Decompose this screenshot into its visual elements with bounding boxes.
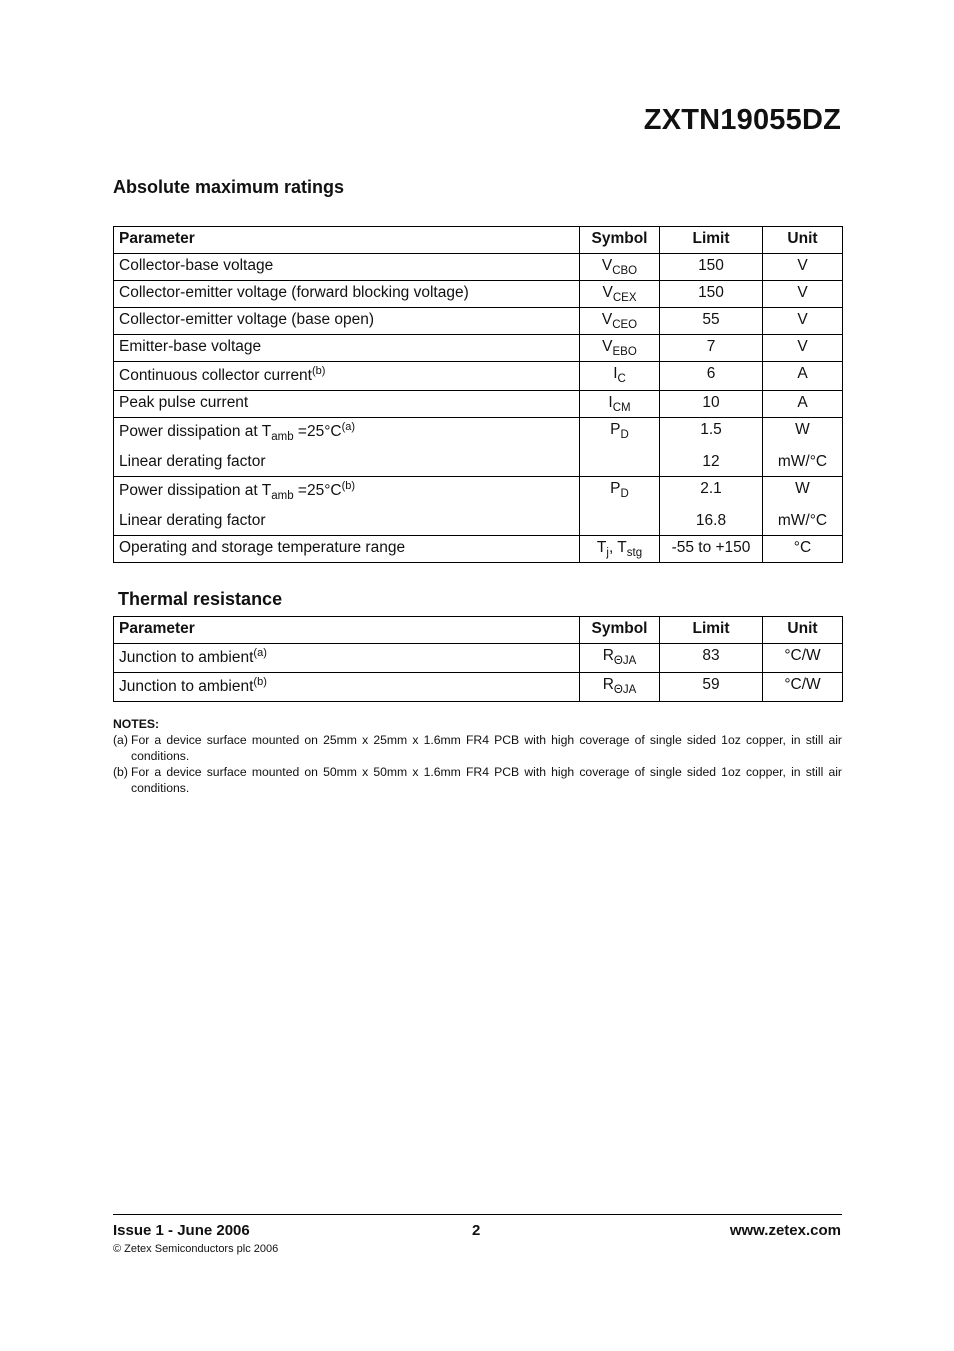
limit-cell: 150 — [660, 254, 763, 281]
col-parameter: Parameter — [114, 617, 580, 644]
limit-cell: 10 — [660, 391, 763, 418]
footer-url-link[interactable]: www.zetex.com — [729, 1222, 841, 1239]
thermal-heading: Thermal resistance — [118, 589, 283, 609]
derating-label: Linear derating factor — [119, 453, 266, 470]
notes-section — [113, 716, 842, 796]
param-cell: Continuous collector current$^{(b)}$ — [114, 362, 580, 391]
param-cell: Power dissipation at $T_{amb} =25^\circ C^{(a)}$ Linear derating factor — [114, 418, 580, 477]
param-cell: Junction to ambient$^{(b)}$ — [114, 673, 580, 702]
col-symbol: Symbol — [580, 617, 660, 644]
unit-cell: W mW/°C — [763, 418, 843, 477]
note-text: For a device surface mounted on 25mm x 25mm x 1.6mm FR4 PCB with high coverage of single sided 1oz copper, in still air conditions. — [131, 733, 842, 763]
footer-issue: Issue 1 - June 2006 — [113, 1222, 250, 1239]
table-row — [114, 281, 843, 308]
unit-cell: V — [763, 254, 843, 281]
param-cell: Collector-emitter voltage (forward blocking voltage) — [114, 281, 580, 308]
col-unit: Unit — [763, 617, 843, 644]
param-cell: Collector-emitter voltage (base open) — [114, 308, 580, 335]
symbol-cell: $T_j$, $T_{stg}$ — [580, 536, 660, 563]
table-row — [114, 391, 843, 418]
col-parameter: Parameter — [114, 227, 580, 254]
table-row — [114, 362, 843, 391]
limit-cell: 2.1 16.8 — [660, 477, 763, 536]
param-cell: Power dissipation at $T_{amb} =25^\circ C^{(b)}$ Linear derating factor — [114, 477, 580, 536]
ratings-table — [113, 226, 843, 563]
table-row — [114, 477, 843, 536]
unit-cell: V — [763, 281, 843, 308]
note-text: For a device surface mounted on 50mm x 50mm x 1.6mm FR4 PCB with high coverage of single sided 1oz copper, in still air conditions. — [131, 765, 842, 795]
limit-cell: 150 — [660, 281, 763, 308]
table-row — [114, 536, 843, 563]
ratings-header-row — [114, 227, 843, 254]
col-symbol: Symbol — [580, 227, 660, 254]
symbol-cell: $R_{\Theta JA}$ — [580, 644, 660, 673]
note-item — [113, 732, 842, 764]
limit-cell: 6 — [660, 362, 763, 391]
unit-cell: A — [763, 362, 843, 391]
document-title: ZXTN19055DZ — [643, 104, 841, 136]
notes-heading: NOTES: — [113, 717, 160, 731]
limit-cell: 1.5 12 — [660, 418, 763, 477]
limit-cell: -55 to +150 — [660, 536, 763, 563]
footer-divider — [113, 1214, 842, 1215]
table-row — [114, 644, 843, 673]
note-label: (b) — [113, 765, 128, 779]
unit-cell: °C/W — [763, 673, 843, 702]
unit-cell: W mW/°C — [763, 477, 843, 536]
table-row — [114, 308, 843, 335]
param-cell: Junction to ambient$^{(a)}$ — [114, 644, 580, 673]
col-unit: Unit — [763, 227, 843, 254]
symbol-cell: $V_{EBO}$ — [580, 335, 660, 362]
thermal-header-row — [114, 617, 843, 644]
unit-cell: °C/W — [763, 644, 843, 673]
derating-label: Linear derating factor — [119, 512, 266, 529]
symbol-cell: $R_{\Theta JA}$ — [580, 673, 660, 702]
symbol-cell: $V_{CEX}$ — [580, 281, 660, 308]
note-label: (a) — [113, 733, 128, 747]
col-limit: Limit — [660, 617, 763, 644]
page-number: 2 — [472, 1222, 481, 1239]
limit-cell: 55 — [660, 308, 763, 335]
col-limit: Limit — [660, 227, 763, 254]
param-cell: Peak pulse current — [114, 391, 580, 418]
unit-cell: A — [763, 391, 843, 418]
param-cell: Emitter-base voltage — [114, 335, 580, 362]
note-item — [113, 764, 842, 796]
table-row — [114, 418, 843, 477]
param-cell: Collector-base voltage — [114, 254, 580, 281]
symbol-cell: $V_{CBO}$ — [580, 254, 660, 281]
limit-cell: 59 — [660, 673, 763, 702]
param-cell: Operating and storage temperature range — [114, 536, 580, 563]
thermal-table — [113, 616, 843, 702]
symbol-cell: $P_D$ — [580, 477, 660, 536]
symbol-cell: $P_D$ — [580, 418, 660, 477]
symbol-cell: $I_{CM}$ — [580, 391, 660, 418]
unit-cell: V — [763, 335, 843, 362]
footer-copyright: © Zetex Semiconductors plc 2006 — [113, 1243, 279, 1255]
symbol-cell: $I_C$ — [580, 362, 660, 391]
table-row — [114, 335, 843, 362]
limit-cell: 83 — [660, 644, 763, 673]
table-row — [114, 673, 843, 702]
unit-cell: V — [763, 308, 843, 335]
table-row — [114, 254, 843, 281]
symbol-cell: $V_{CEO}$ — [580, 308, 660, 335]
ratings-heading: Absolute maximum ratings — [113, 177, 345, 197]
unit-cell: °C — [763, 536, 843, 563]
limit-cell: 7 — [660, 335, 763, 362]
